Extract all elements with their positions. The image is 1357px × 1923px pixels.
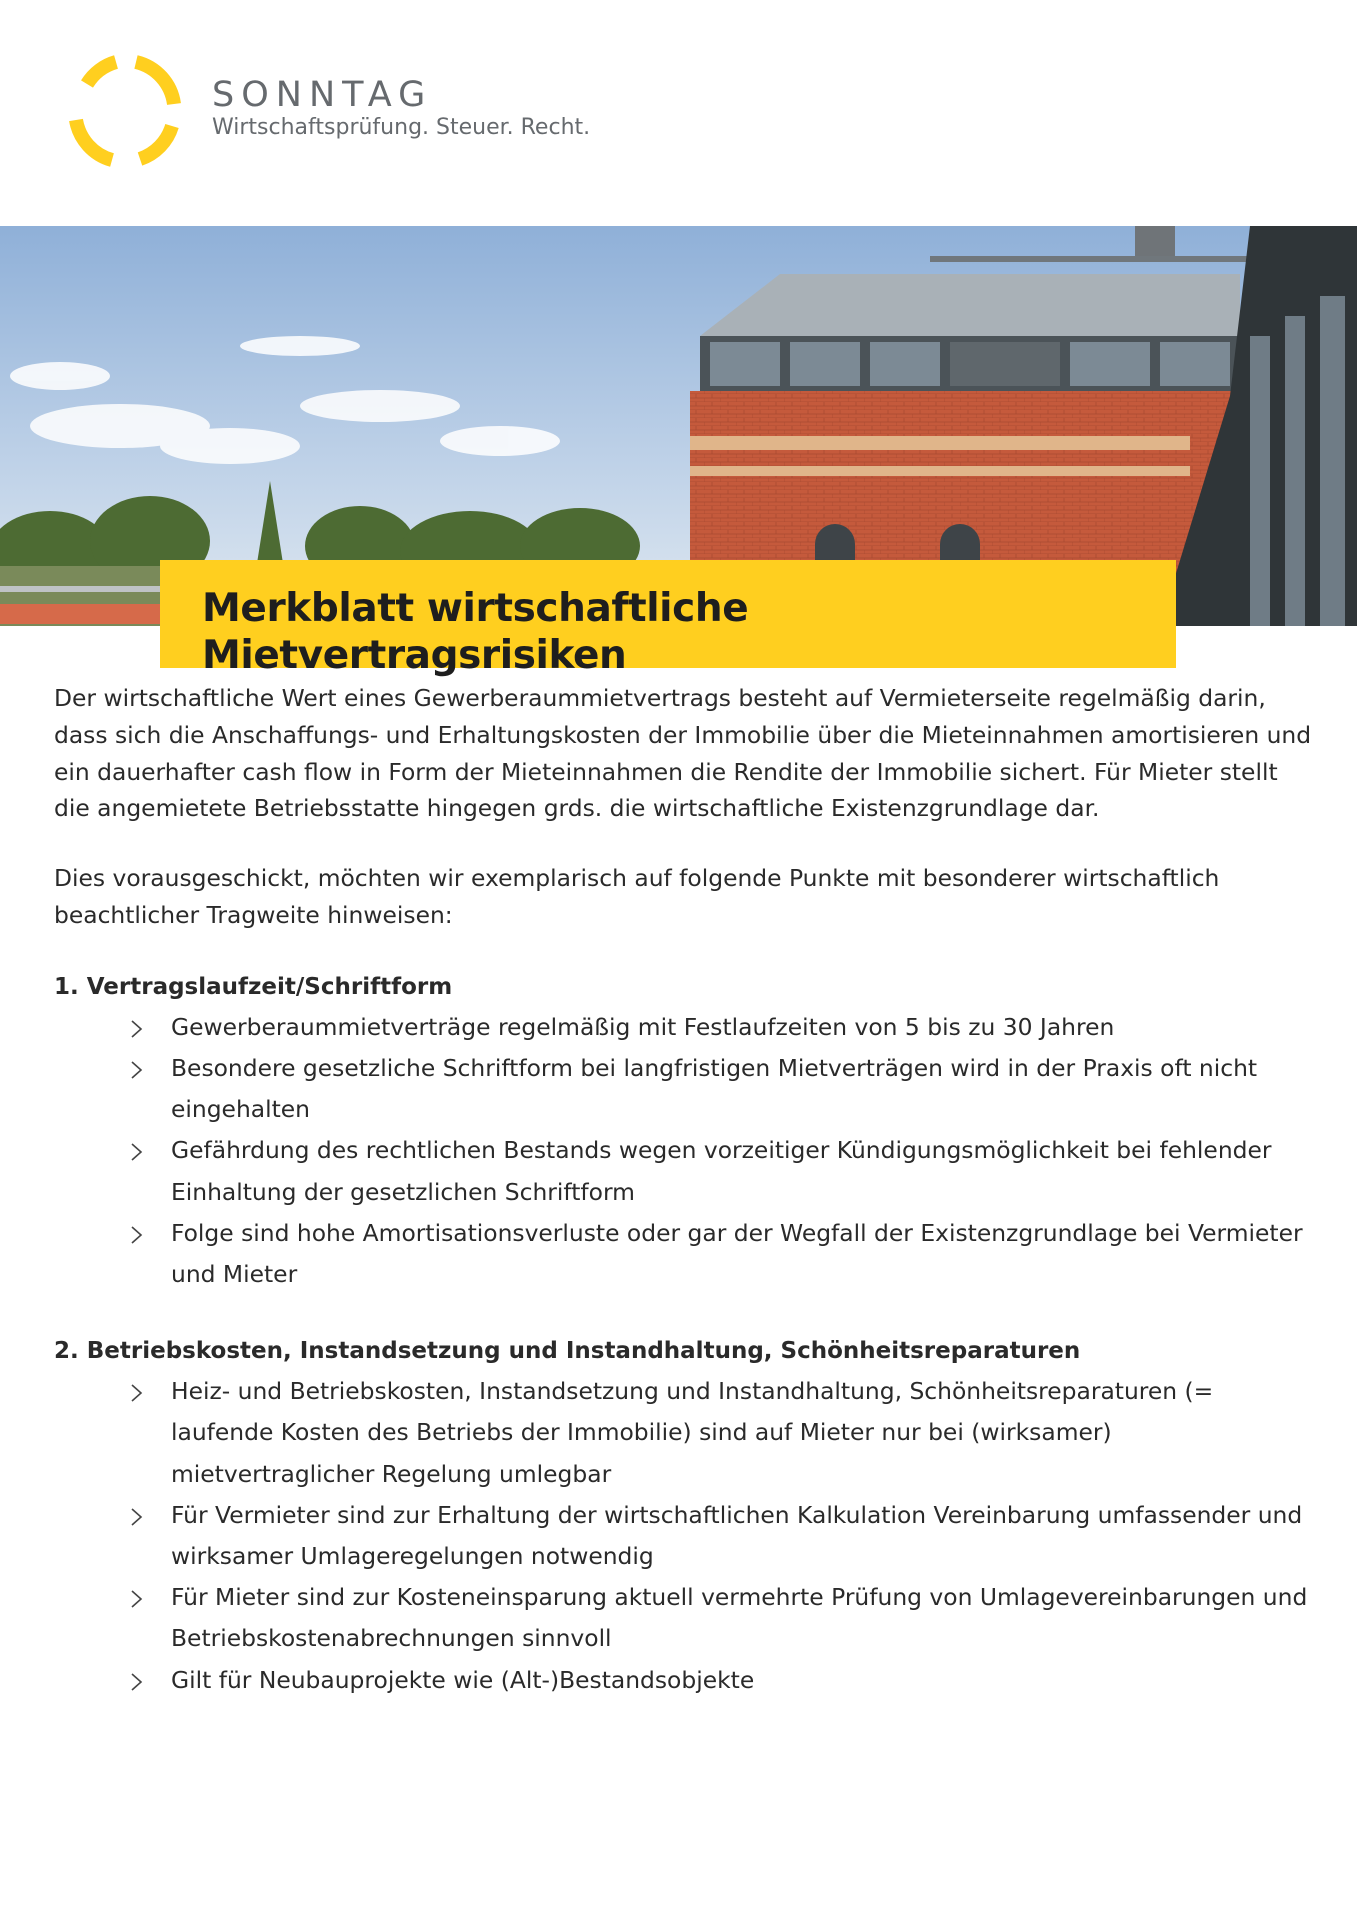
chevron-right-icon xyxy=(130,1142,144,1162)
list-item-text: Folge sind hohe Amortisationsverluste oder gar der Wegfall der Existenzgrundlage bei Vermieter und Mieter xyxy=(171,1218,1303,1288)
chevron-right-icon xyxy=(130,1589,144,1609)
intro-paragraph: Der wirtschaftliche Wert eines Gewerberaummietvertrags besteht auf Vermieterseite regelmäßig darin, dass sich die Anschaffungs- und Erhaltungskosten der Immobilie über die Mieteinnahmen amortisieren und ein dauerhafter cash flow in Form der Mieteinnahmen die Rendite der Immobilie sichert. Für Mieter stellt die angemietete Betriebsstatte hingegen grds. die wirtschaftliche Existenzgrundlage dar. xyxy=(54,684,1312,823)
sonntag-ring-logo-icon xyxy=(64,50,186,172)
intro-paragraph: Dies vorausgeschickt, möchten wir exemplarisch auf folgende Punkte mit besonderer wirtschaftlich beachtlicher Tragweite hinweisen: xyxy=(54,864,1220,929)
chevron-right-icon xyxy=(130,1225,144,1245)
section-title: 2. Betriebskosten, Instandsetzung und Instandhaltung, Schönheitsreparaturen xyxy=(54,1338,1081,1365)
list-item xyxy=(54,1371,1316,1495)
section-title: 1. Vertragslaufzeit/Schriftform xyxy=(54,973,453,1000)
list-item-text: Gewerberaummietverträge regelmäßig mit Festlaufzeiten von 5 bis zu 30 Jahren xyxy=(171,1012,1115,1041)
chevron-right-icon xyxy=(130,1507,144,1527)
list-item xyxy=(54,1130,1316,1212)
list-item xyxy=(54,1660,1316,1701)
list-item xyxy=(54,1577,1316,1659)
chevron-right-icon xyxy=(130,1672,144,1692)
title-banner xyxy=(160,560,1176,678)
bullet-list xyxy=(54,1371,1316,1701)
list-item-text: Besondere gesetzliche Schriftform bei langfristigen Mietverträgen wird in der Praxis oft nicht eingehalten xyxy=(171,1053,1258,1124)
list-item-text: Für Mieter sind zur Kosteneinsparung aktuell vermehrte Prüfung von Umlagevereinbarungen und Betriebskostenabrechnungen sinnvoll xyxy=(171,1583,1308,1653)
document-body xyxy=(54,680,1316,1737)
page-title: Merkblatt wirtschaftliche Mietvertragsrisiken xyxy=(202,586,749,678)
list-item-text: Gefährdung des rechtlichen Bestands wegen vorzeitiger Kündigungsmöglichkeit bei fehlender Einhaltung der gesetzlichen Schriftform xyxy=(171,1136,1272,1206)
chevron-right-icon xyxy=(130,1383,144,1403)
list-item-text: Gilt für Neubauprojekte wie (Alt-)Bestandsobjekte xyxy=(171,1665,755,1694)
list-item-text: Heiz- und Betriebskosten, Instandsetzung und Instandhaltung, Schönheitsreparaturen (= laufende Kosten des Betriebs der Immobilie) sind auf Mieter nur bei (wirksamer) mietvertraglicher Regelung umlegbar xyxy=(171,1377,1214,1488)
brand-name: SONNTAG xyxy=(212,75,433,115)
chevron-right-icon xyxy=(130,1060,144,1080)
list-item xyxy=(54,1213,1316,1295)
list-item xyxy=(54,1495,1316,1577)
list-item xyxy=(54,1007,1316,1048)
chevron-right-icon xyxy=(130,1019,144,1039)
list-item-text: Für Vermieter sind zur Erhaltung der wirtschaftlichen Kalkulation Vereinbarung umfassender und wirksamer Umlageregelungen notwendig xyxy=(171,1500,1303,1571)
brand-tagline: Wirtschaftsprüfung. Steuer. Recht. xyxy=(212,115,591,140)
list-item xyxy=(54,1048,1316,1130)
bullet-list xyxy=(54,1007,1316,1295)
